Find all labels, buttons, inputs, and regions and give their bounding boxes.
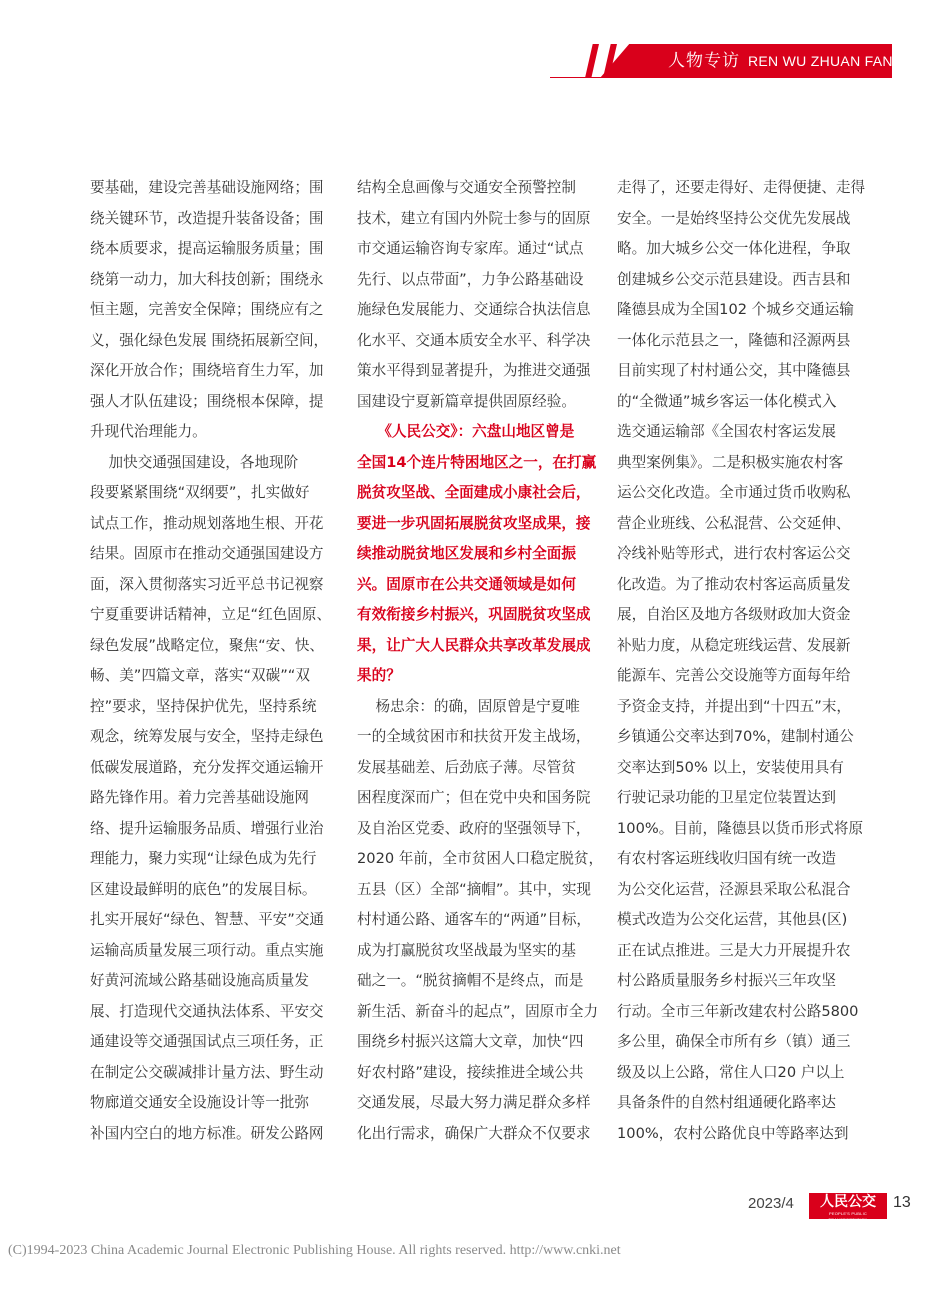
text-line: 隆德县成为全国102 个城乡交通运输 <box>617 301 854 318</box>
section-title-en: REN WU ZHUAN FANG <box>748 53 904 69</box>
text-line: 通建设等交通强国试点三项任务，正 <box>90 1033 324 1050</box>
text-line: 试点工作，推动规划落地生根、开花 <box>90 514 324 532</box>
text-line: 一体化示范县之一，隆德和泾源两县 <box>617 331 851 349</box>
text-line: 交率达到50% 以上，安装使用具有 <box>617 758 844 776</box>
text-line: 运输高质量发展三项行动。重点实施 <box>90 941 324 959</box>
text-line: 运公交化改造。全市通过货币收购私 <box>617 484 851 501</box>
text-line: 村村通公路、通客车的“两通”目标， <box>357 911 592 928</box>
text-line: 具备条件的自然村组通硬化路率达 <box>617 1094 836 1111</box>
text-line: 展、打造现代交通执法体系、平安交 <box>90 1002 324 1020</box>
text-line: 绕第一动力，加大科技创新；围绕永 <box>90 270 324 288</box>
text-line: 段要紧紧围绕“双纲要”，扎实做好 <box>90 484 310 501</box>
text-line: 补贴力度，从稳定班线运营、发展新 <box>617 636 851 654</box>
text-line: 多公里，确保全市所有乡（镇）通三 <box>617 1033 851 1050</box>
text-line: 有农村客运班线收归国有统一改造 <box>617 850 836 867</box>
text-line: 化水平、交通本质安全水平、科学决 <box>357 331 591 349</box>
page-number: 13 <box>893 1194 911 1211</box>
text-line: 兴。固原市在公共交通领域是如何 <box>357 575 576 593</box>
text-line: 为公交化运营，泾源县采取公私混合 <box>617 880 851 898</box>
text-line: 级及以上公路，常住人口20 户以上 <box>617 1063 845 1081</box>
text-line: 区建设最鲜明的底色”的发展目标。 <box>90 880 317 898</box>
text-line: 绿色发展”战略定位，聚焦“安、快、 <box>90 636 325 654</box>
text-line: 杨忠余：的确，固原曾是宁夏唯 <box>357 697 580 715</box>
text-line: 交通发展，尽最大努力满足群众多样 <box>357 1094 591 1111</box>
text-line: 义，强化绿色发展 围绕拓展新空间， <box>90 331 329 349</box>
text-line: 化出行需求，确保广大群众不仅要求 <box>357 1124 591 1142</box>
text-line: 《人民公交》：六盘山地区曾是 <box>357 423 575 440</box>
text-line: 2020 年前，全市贫困人口稳定脱贫， <box>357 850 604 867</box>
text-line: 果的？ <box>357 667 401 684</box>
text-line: 行驶记录功能的卫星定位装置达到 <box>617 789 836 806</box>
text-line: 正在试点推进。三是大力开展提升农 <box>617 941 851 959</box>
text-line: 施绿色发展能力、交通综合执法信息 <box>357 301 591 318</box>
text-line: 成为打赢脱贫攻坚战最为坚实的基 <box>357 941 576 959</box>
text-line: 营企业班线、公私混营、公交延伸、 <box>617 514 851 532</box>
text-line: 策水平得到显著提升，为推进交通强 <box>357 362 591 379</box>
text-line: 路先锋作用。着力完善基础设施网 <box>90 789 309 806</box>
text-line: 展，自治区及地方各级财政加大资金 <box>617 606 851 623</box>
text-line: 恒主题，完善安全保障；围绕应有之 <box>90 301 324 318</box>
text-line: 宁夏重要讲话精神，立足“红色固原、 <box>90 606 332 623</box>
text-column-3 <box>617 173 867 1149</box>
issue-date: 2023/4 <box>748 1195 794 1212</box>
text-line: 结构全息画像与交通安全预警控制 <box>357 179 576 196</box>
text-line: 果，让广大人民群众共享改革发展成 <box>357 636 591 654</box>
text-line: 先行、以点带面”，力争公路基础设 <box>357 270 584 288</box>
text-line: 畅、美”四篇文章，落实“双碳”“双 <box>90 667 310 684</box>
text-line: 理能力，聚力实现“让绿色成为先行 <box>90 850 317 867</box>
text-line: 100%。目前，隆德县以货币形式将原 <box>617 819 864 837</box>
text-line: 在制定公交碳减排计量方法、野生动 <box>90 1063 324 1081</box>
text-line: 乡镇通公交率达到70%，建制村通公 <box>617 728 854 745</box>
text-line: 围绕乡村振兴这篇大文章，加快“四 <box>357 1033 584 1050</box>
text-line: 新生活、新奋斗的起点”，固原市全力 <box>357 1002 599 1020</box>
text-line: 要基础，建设完善基础设施网络；围 <box>90 179 324 196</box>
text-column-2 <box>357 173 607 1149</box>
text-line: 深化开放合作；围绕培育生力军，加 <box>90 362 324 379</box>
text-line: 及自治区党委、政府的坚强领导下， <box>357 819 591 837</box>
text-line: 面，深入贯彻落实习近平总书记视察 <box>90 575 324 593</box>
text-line: 加快交通强国建设，各地现阶 <box>90 453 299 471</box>
text-line: 国建设宁夏新篇章提供固原经验。 <box>357 392 576 410</box>
text-line: 全国14个连片特困地区之一，在打赢 <box>357 453 597 471</box>
text-line: 村公路质量服务乡村振兴三年攻坚 <box>617 972 836 989</box>
magazine-logo-cn: 人民公交 <box>820 1194 876 1210</box>
text-line: 行动。全市三年新改建农村公路5800 <box>617 1002 859 1020</box>
text-line: 略。加大城乡公交一体化进程，争取 <box>617 240 851 257</box>
text-line: 冷线补贴等形式，进行农村客运公交 <box>617 545 851 562</box>
text-line: 能源车、完善公交设施等方面每年给 <box>617 667 851 684</box>
text-line: 结果。固原市在推动交通强国建设方 <box>90 545 324 562</box>
text-line: 100%，农村公路优良中等路率达到 <box>617 1124 849 1142</box>
text-line: 升现代治理能力。 <box>90 423 207 440</box>
text-line: 强人才队伍建设；围绕根本保障，提 <box>90 392 324 410</box>
text-column-1 <box>90 173 340 1149</box>
text-line: 五县（区）全部“摘帽”。其中，实现 <box>357 880 592 898</box>
text-line: 的“全微通”城乡客运一体化模式入 <box>617 392 837 410</box>
text-line: 创建城乡公交示范县建设。西吉县和 <box>617 270 851 288</box>
section-header <box>668 44 904 78</box>
magazine-logo-en: PEOPLE'S PUBLIC TRANSPORTATION <box>828 1211 868 1222</box>
section-title-cn: 人物专访 <box>668 51 740 71</box>
text-line: 观念，统筹发展与安全，坚持走绿色 <box>90 728 324 745</box>
text-line: 础之一。“脱贫摘帽不是终点，而是 <box>357 972 584 989</box>
text-line: 控”要求，坚持保护优先，坚持系统 <box>90 697 317 715</box>
text-line: 困程度深而广；但在党中央和国务院 <box>357 789 591 806</box>
text-line: 走得了，还要走得好、走得便捷、走得 <box>617 179 866 196</box>
text-line: 目前实现了村村通公交，其中隆德县 <box>617 362 851 379</box>
text-line: 典型案例集》。二是积极实施农村客 <box>617 453 844 471</box>
text-line: 要进一步巩固拓展脱贫攻坚成果，接 <box>357 514 591 532</box>
copyright-notice: (C)1994-2023 China Academic Journal Electronic Publishing House. All rights reserved. http://www.cnki.net <box>8 1243 621 1258</box>
text-line: 补国内空白的地方标准。研发公路网 <box>90 1124 324 1142</box>
text-line: 脱贫攻坚战、全面建成小康社会后， <box>357 484 591 501</box>
text-line: 选交通运输部《全国农村客运发展 <box>617 423 836 440</box>
text-line: 技术，建立有国内外院士参与的固原 <box>357 209 591 227</box>
text-line: 扎实开展好“绿色、智慧、平安”交通 <box>90 911 325 928</box>
text-line: 低碳发展道路，充分发挥交通运输开 <box>90 758 324 776</box>
text-line: 物廊道交通安全设施设计等一批弥 <box>90 1094 309 1111</box>
text-line: 绕关键环节，改造提升装备设备；围 <box>90 209 324 227</box>
text-line: 有效衔接乡村振兴，巩固脱贫攻坚成 <box>357 606 591 623</box>
text-line: 安全。一是始终坚持公交优先发展战 <box>617 209 851 227</box>
text-line: 绕本质要求，提高运输服务质量；围 <box>90 240 324 257</box>
magazine-logo <box>809 1193 887 1222</box>
text-line: 化改造。为了推动农村客运高质量发 <box>617 575 851 593</box>
text-line: 好农村路”建设，接续推进全域公共 <box>357 1063 584 1081</box>
text-line: 一的全域贫困市和扶贫开发主战场， <box>357 728 591 745</box>
header-slash-decoration <box>585 44 599 78</box>
text-line: 予资金支持，并提出到“十四五”末， <box>617 697 852 715</box>
text-line: 络、提升运输服务品质、增强行业治 <box>90 819 324 837</box>
text-line: 发展基础差、后劲底子薄。尽管贫 <box>357 758 576 776</box>
text-line: 市交通运输咨询专家库。通过“试点 <box>357 240 584 257</box>
text-line: 模式改造为公交化运营，其他县(区) <box>617 911 848 928</box>
text-line: 续推动脱贫地区发展和乡村全面振 <box>357 545 576 562</box>
text-line: 好黄河流域公路基础设施高质量发 <box>90 972 309 989</box>
